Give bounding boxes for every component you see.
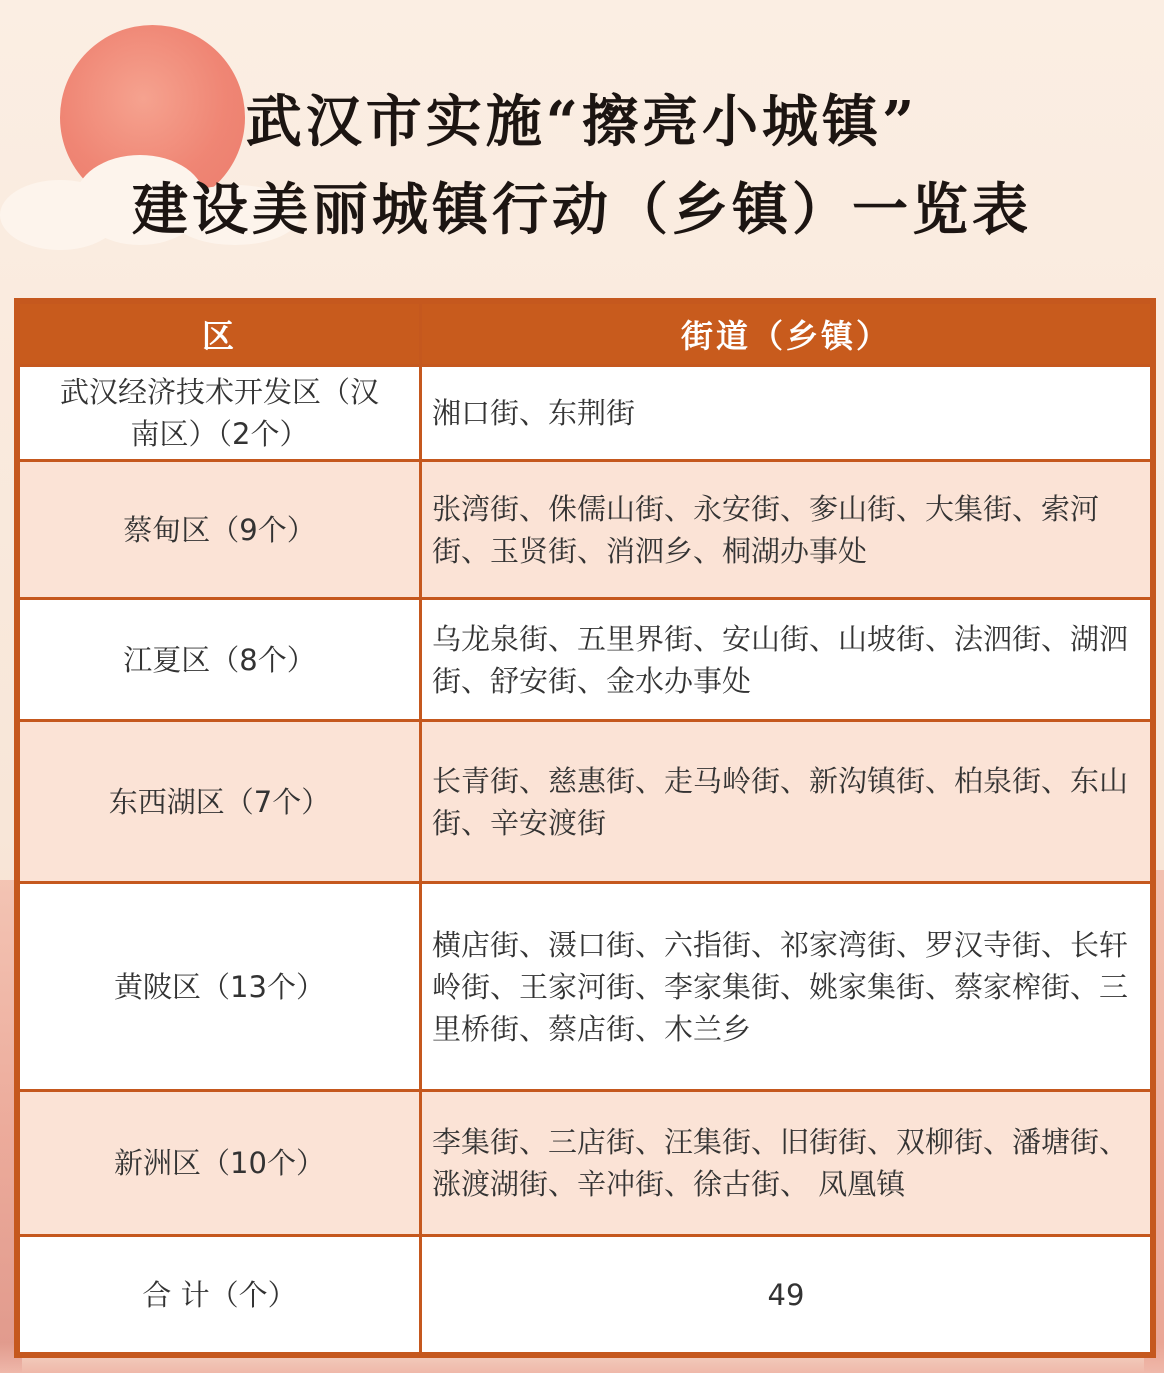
table-row <box>19 461 1152 599</box>
table-header-row <box>19 303 1152 366</box>
district-cell: 新洲区（10个） <box>19 1091 421 1236</box>
header-streets: 街道（乡镇） <box>421 303 1152 366</box>
district-cell: 武汉经济技术开发区（汉南区）（2个） <box>19 366 421 461</box>
streets-cell: 乌龙泉街、五里界街、安山街、山坡街、法泗街、湖泗街、舒安街、金水办事处 <box>421 599 1152 721</box>
district-cell: 黄陂区（13个） <box>19 883 421 1091</box>
total-value: 49 <box>421 1236 1152 1354</box>
table-row <box>19 883 1152 1091</box>
district-cell: 东西湖区（7个） <box>19 721 421 883</box>
table-total-row <box>19 1236 1152 1354</box>
table-row <box>19 1091 1152 1236</box>
streets-cell: 长青街、慈惠街、走马岭街、新沟镇街、柏泉街、东山街、辛安渡街 <box>421 721 1152 883</box>
total-label: 合 计（个） <box>19 1236 421 1354</box>
district-cell: 江夏区（8个） <box>19 599 421 721</box>
page-title-line2: 建设美丽城镇行动（乡镇）一览表 <box>132 177 1032 243</box>
table-row <box>19 366 1152 461</box>
district-cell: 蔡甸区（9个） <box>19 461 421 599</box>
table-row <box>19 599 1152 721</box>
streets-cell: 张湾街、侏儒山街、永安街、奓山街、大集街、索河街、玉贤街、消泗乡、桐湖办事处 <box>421 461 1152 599</box>
streets-cell: 李集街、三店街、汪集街、旧街街、双柳街、潘塘街、涨渡湖街、辛冲街、徐古街、 凤凰镇 <box>421 1091 1152 1236</box>
page-title-line1: 武汉市实施“擦亮小城镇” <box>245 89 919 155</box>
town-table <box>14 298 1156 1358</box>
table-row <box>19 721 1152 883</box>
streets-cell: 横店街、滠口街、六指街、祁家湾街、罗汉寺街、长轩岭街、王家河街、李家集街、姚家集街、蔡家榨街、三里桥街、蔡店街、木兰乡 <box>421 883 1152 1091</box>
header-district: 区 <box>19 303 421 366</box>
streets-cell: 湘口街、东荆街 <box>421 366 1152 461</box>
